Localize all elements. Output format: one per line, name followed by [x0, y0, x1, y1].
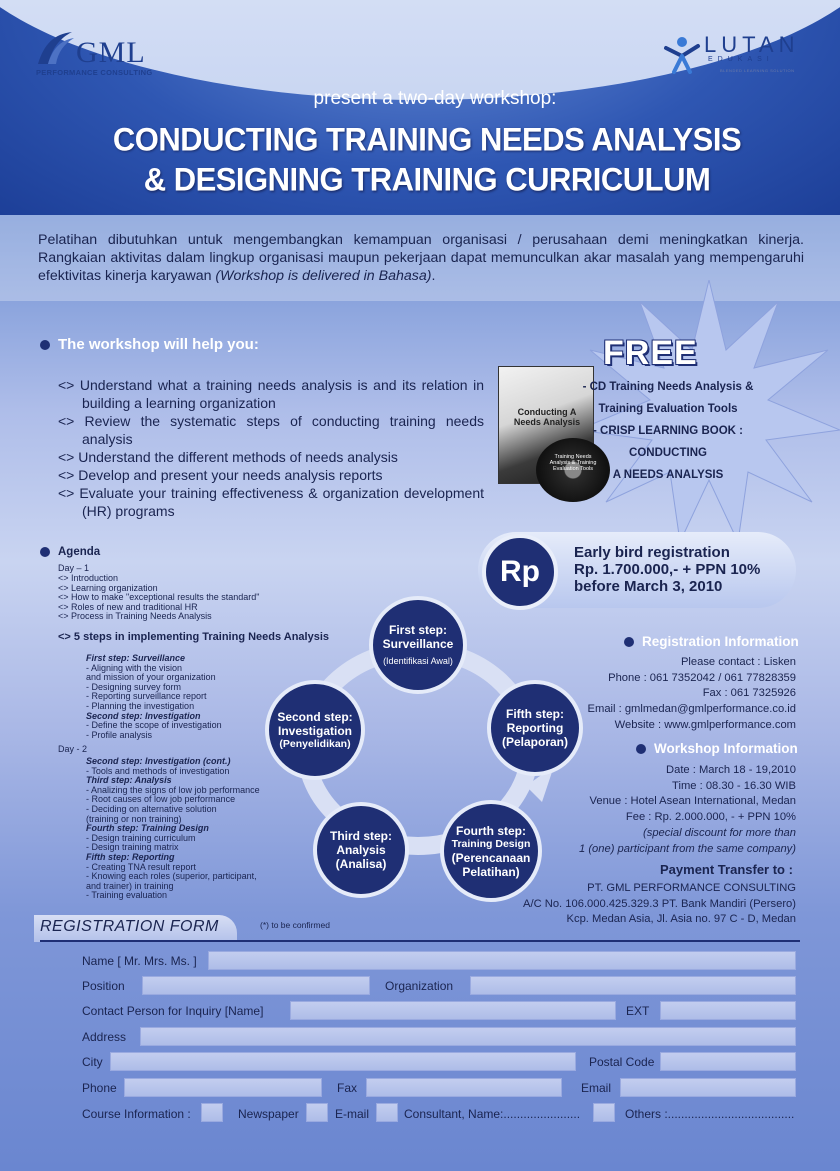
agenda-day1-steps: [86, 654, 222, 740]
course-info-label: Course Information :: [82, 1107, 191, 1121]
name-label: Name [ Mr. Mrs. Ms. ]: [82, 954, 197, 968]
node-sub: (Analisa): [335, 857, 387, 871]
cycle-node-third: [313, 802, 409, 898]
consultant-label: Consultant, Name:.......................: [404, 1107, 581, 1121]
fax-label: Fax: [337, 1081, 358, 1095]
agenda-step-item: - Knowing each roles (superior, participant,: [86, 871, 257, 882]
help-item: <> Develop and present your needs analysis reports: [58, 467, 383, 483]
early-bird-line: Early bird registration: [574, 544, 730, 561]
help-list: [58, 376, 484, 520]
free-item: Training Evaluation Tools: [598, 403, 738, 415]
payment-info: [523, 881, 796, 928]
help-item: <> Understand the different methods of needs analysis: [58, 449, 398, 465]
intro-note: (Workshop is delivered in Bahasa): [215, 268, 432, 284]
contact-field[interactable]: [290, 1001, 616, 1020]
agenda-step-item: and trainer) in training: [86, 880, 174, 891]
agenda-step-item: - Designing survey form: [86, 681, 182, 692]
cycle-node-first: [369, 596, 467, 694]
agenda-step-item: - Profile analysis: [86, 729, 153, 740]
agenda-step-item: - Creating TNA result report: [86, 861, 196, 872]
city-field[interactable]: [110, 1052, 576, 1071]
registration-info-heading: [624, 634, 799, 649]
agenda-step-heading: Second step: Investigation (cont.): [86, 756, 231, 766]
agenda-step-item: - Analizing the signs of low job performance: [86, 784, 260, 795]
gml-logo-sub: PERFORMANCE CONSULTING: [36, 68, 153, 77]
intro-text: [38, 231, 804, 285]
lutan-figure-icon: [662, 34, 702, 74]
lutan-logo-name: LUTAN: [704, 32, 800, 57]
help-heading: [40, 336, 259, 353]
agenda-step-item: - Training evaluation: [86, 890, 168, 901]
node-step: First step:: [388, 622, 447, 637]
free-list: [580, 376, 756, 486]
gml-logo: [36, 30, 166, 78]
agenda-step-item: - Deciding on alternative solution: [86, 803, 217, 814]
cycle-node-second: [265, 680, 365, 780]
node-step: Fourth step:: [456, 823, 526, 838]
lutan-logo: [662, 30, 802, 80]
free-item: - CRISP LEARNING BOOK :: [593, 425, 743, 437]
agenda-day1-list: [58, 574, 260, 622]
contact-label: Contact Person for Inquiry [Name]: [82, 1004, 264, 1018]
agenda-heading-text: Agenda: [58, 546, 101, 558]
email-field[interactable]: [620, 1078, 796, 1097]
agenda-step-item: and mission of your organization: [86, 672, 216, 683]
agenda-steps-heading: <> 5 steps in implementing Training Needs Analysis: [58, 631, 330, 643]
node-sub: (Penyelidikan): [279, 737, 351, 750]
info-line: Venue : Hotel Asean International, Medan: [589, 795, 796, 808]
lutan-logo-tagline: BLENDED LEARNING SOLUTION: [720, 68, 795, 73]
info-line: Website : www.gmlperformance.com: [614, 718, 796, 731]
bullet-icon: [40, 340, 50, 350]
email-option-checkbox[interactable]: [376, 1103, 398, 1122]
info-line: Time : 08.30 - 16.30 WIB: [672, 779, 796, 792]
intro-body: Pelatihan dibutuhkan untuk mengembangkan kemampuan organisasi / perusahaan demi meningkatkan kinerja. Rangkaian aktivitas dalam lingkup organisasi maupun pekerjaan dapat memunculkan akar masalah yang mempengaruhi efektivitas kinerja karyawan: [38, 232, 804, 284]
address-label: Address: [82, 1030, 127, 1044]
agenda-step-heading: Third step: Analysis: [86, 775, 172, 786]
form-divider: [40, 940, 800, 942]
node-sub: (Perencanaan Pelatihan): [451, 850, 531, 879]
agenda-step-item: - Design training curriculum: [86, 832, 196, 843]
fax-field[interactable]: [366, 1078, 562, 1097]
info-note: 1 (one) participant from the same company): [578, 842, 796, 855]
consultant-checkbox[interactable]: [593, 1103, 615, 1122]
free-item: CONDUCTING: [629, 447, 707, 459]
node-sub: (Pelaporan): [501, 735, 568, 749]
node-sub: (Identifikasi Awal): [383, 655, 453, 666]
rp-badge: Rp: [482, 534, 558, 610]
agenda-step-heading: Fourth step: Training Design: [86, 823, 209, 834]
workshop-info-heading-text: Workshop Information: [654, 741, 798, 756]
course-info-checkbox[interactable]: [201, 1103, 223, 1122]
agenda-step-heading: Fifth step: Reporting: [86, 851, 175, 862]
agenda-step-item: - Planning the investigation: [86, 700, 195, 711]
agenda-item: <> Process in Training Needs Analysis: [58, 611, 212, 622]
bullet-icon: [40, 547, 50, 557]
cycle-node-fifth: [487, 680, 583, 776]
help-item: <> Evaluate your training effectiveness & organization development (HR) programs: [58, 485, 484, 519]
bullet-icon: [624, 637, 634, 647]
agenda-step-item: - Reporting surveillance report: [86, 691, 207, 702]
agenda-step-item: - Design training matrix: [86, 842, 179, 853]
workshop-info-heading: [636, 741, 798, 756]
agenda-item: <> Introduction: [58, 573, 119, 583]
organization-field[interactable]: [470, 976, 796, 995]
free-item: - CD Training Needs Analysis &: [582, 381, 754, 393]
payment-line: A/C No. 106.000.425.329.3 PT. Bank Mandiri (Persero): [523, 897, 796, 910]
address-field[interactable]: [140, 1027, 796, 1046]
form-tbc-note: (*) to be confirmed: [260, 920, 330, 930]
help-item: <> Understand what a training needs analysis is and its relation in building a learning organization: [58, 377, 484, 411]
agenda-step-item: - Tools and methods of investigation: [86, 765, 230, 776]
early-bird-text: [574, 544, 760, 595]
info-line: Please contact : Lisken: [680, 656, 796, 668]
help-item: <> Review the systematic steps of conducting training needs analysis: [58, 413, 484, 447]
gml-logo-name: GML: [76, 36, 146, 69]
phone-label: Phone: [82, 1081, 117, 1095]
workshop-info: [579, 763, 796, 857]
node-title: Surveillance: [382, 636, 454, 651]
organization-label: Organization: [385, 979, 454, 993]
position-field[interactable]: [142, 976, 370, 995]
payment-line: Kcp. Medan Asia, Jl. Asia no. 97 C - D, Medan: [566, 913, 796, 926]
agenda-heading: [40, 546, 100, 558]
registration-info-heading-text: Registration Information: [642, 634, 799, 649]
payment-line: PT. GML PERFORMANCE CONSULTING: [587, 882, 796, 894]
gml-wave-icon: [36, 30, 76, 68]
payment-heading: Payment Transfer to :: [660, 862, 793, 877]
info-note: (special discount for more than: [643, 826, 796, 839]
registration-info: [588, 655, 796, 734]
newspaper-checkbox[interactable]: [306, 1103, 328, 1122]
node-title: Analysis: [336, 843, 386, 857]
help-heading-text: The workshop will help you:: [58, 336, 259, 353]
agenda-item: <> How to make "exceptional results the standard": [58, 592, 260, 603]
agenda-step-item: - Aligning with the vision: [86, 662, 183, 673]
node-step: Fifth step:: [506, 707, 564, 721]
agenda-step-item: - Define the scope of investigation: [86, 720, 222, 731]
title-line-1: CONDUCTING TRAINING NEEDS ANALYSIS: [112, 120, 742, 158]
node-title: Reporting: [506, 721, 564, 735]
city-label: City: [82, 1055, 103, 1069]
agenda-step-item: (training or non training): [86, 813, 182, 824]
free-item: A NEEDS ANALYSIS: [612, 469, 724, 481]
agenda-item: <> Learning organization: [58, 582, 158, 593]
name-field[interactable]: [208, 951, 796, 970]
info-line: Email : gmlmedan@gmlperformance.co.id: [587, 703, 796, 716]
info-line: Phone : 061 7352042 / 061 77828359: [608, 671, 796, 684]
others-label: Others :......................................: [625, 1107, 795, 1121]
early-bird-line: Rp. 1.700.000,- + PPN 10%: [574, 561, 761, 578]
info-line: Date : March 18 - 19,2010: [666, 764, 796, 776]
intro-end: .: [431, 268, 436, 284]
info-line: Fax : 061 7325926: [702, 687, 796, 700]
page-title: [0, 120, 840, 201]
agenda-item: <> Roles of new and traditional HR: [58, 601, 198, 612]
cd-title: Training Needs Analysis & Training Evaluation Tools: [549, 454, 597, 472]
agenda-step-heading: First step: Surveillance: [86, 653, 186, 663]
form-title: REGISTRATION FORM: [40, 918, 219, 935]
agenda-step-heading: Second step: Investigation: [86, 710, 201, 721]
node-title: Training Design: [451, 837, 531, 850]
book-title: Conducting A Needs Analysis: [513, 407, 581, 427]
phone-field[interactable]: [124, 1078, 322, 1097]
node-step: Third step:: [330, 829, 392, 843]
email-label: Email: [581, 1081, 612, 1095]
newspaper-label: Newspaper: [238, 1107, 299, 1121]
position-label: Position: [82, 979, 125, 993]
present-line: present a two-day workshop:: [313, 88, 557, 109]
postal-field[interactable]: [660, 1052, 796, 1071]
node-title: Investigation: [277, 723, 352, 738]
agenda-day2-steps: [86, 757, 260, 901]
ext-field[interactable]: [660, 1001, 796, 1020]
lutan-logo-sub: EDUKASI: [708, 56, 774, 63]
agenda-step-item: - Root causes of low job performance: [86, 794, 236, 805]
email-option-label: E-mail: [335, 1107, 370, 1121]
info-line: Fee : Rp. 2.000.000, - + PPN 10%: [625, 811, 796, 824]
postal-label: Postal Code: [589, 1055, 655, 1069]
early-bird-line: before March 3, 2010: [574, 578, 723, 595]
node-step: Second step:: [277, 709, 353, 724]
ext-label: EXT: [626, 1004, 650, 1018]
title-line-2: & DESIGNING TRAINING CURRICULUM: [143, 161, 711, 199]
agenda-day1: Day – 1: [58, 563, 90, 573]
free-heading: FREE: [603, 334, 698, 372]
agenda-day2: Day - 2: [58, 744, 88, 754]
bullet-icon: [636, 744, 646, 754]
